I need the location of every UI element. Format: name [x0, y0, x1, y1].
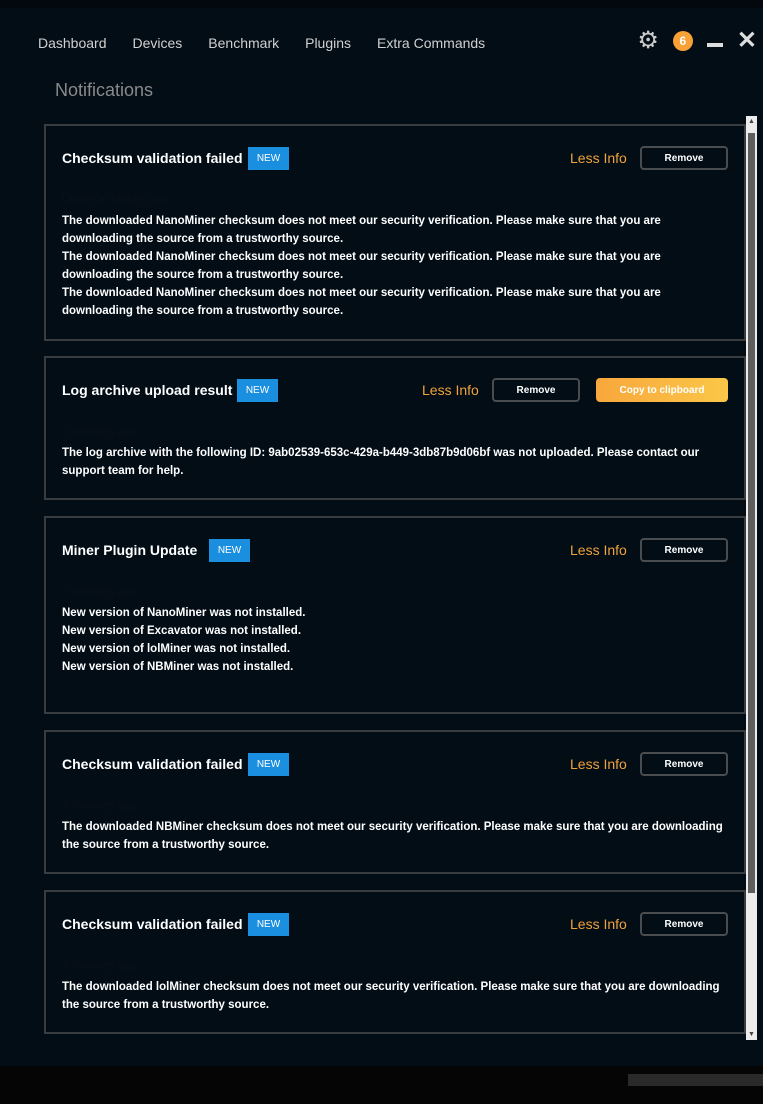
main-nav [38, 35, 511, 51]
notification-title: Checksum validation failed [62, 150, 243, 166]
remove-button[interactable]: Remove [492, 378, 580, 402]
scroll-down-icon[interactable]: ▼ [748, 1031, 755, 1038]
body-line: New version of NanoMiner was not installed. [62, 607, 306, 619]
new-badge: NEW [248, 753, 289, 776]
background-terminal [0, 0, 763, 8]
less-info-link[interactable]: Less Info [570, 542, 627, 558]
scrollbar-thumb[interactable] [748, 133, 755, 893]
app-window [0, 8, 763, 1066]
notification-body [62, 604, 728, 676]
nav-extra-commands[interactable]: Extra Commands [377, 35, 486, 51]
body-line: The downloaded NBMiner checksum does not meet our security verification. Please make sure that you are downloading the source from a trustworthy source. [62, 821, 723, 851]
body-line: The downloaded lolMiner checksum does not meet our security verification. Please make sure that you are downloading the source from a trustworthy source. [62, 981, 720, 1011]
copy-to-clipboard-button[interactable]: Copy to clipboard [596, 378, 728, 402]
notification-title: Checksum validation failed [62, 756, 243, 772]
body-line: The downloaded NanoMiner checksum does not meet our security verification. Please make sure that you are downloading the source from a trustworthy source. [62, 215, 661, 245]
notification-body [62, 818, 728, 854]
body-line: The downloaded NanoMiner checksum does not meet our security verification. Please make sure that you are downloading the source from a trustworthy source. [62, 287, 661, 317]
remove-button[interactable]: Remove [640, 538, 728, 562]
nav-devices[interactable]: Devices [132, 35, 183, 51]
scrollbar[interactable] [746, 116, 757, 1040]
new-badge: NEW [248, 147, 289, 170]
notification-body [62, 978, 728, 1014]
notification-time: 7 minutes ago [62, 798, 138, 812]
notification-card [44, 356, 746, 500]
notification-time: 7 minutes ago [62, 958, 138, 972]
notification-body [62, 444, 728, 480]
body-line: The log archive with the following ID: 9ab02539-653c-429a-b449-3db87b9d06bf was not uploaded. Please contact our support team for help. [62, 447, 700, 477]
new-badge: NEW [248, 913, 289, 936]
body-line: New version of lolMiner was not installed. [62, 643, 291, 655]
less-info-link[interactable]: Less Info [570, 756, 627, 772]
new-badge: NEW [209, 539, 250, 562]
gear-icon[interactable]: ⚙ [637, 27, 659, 54]
less-info-link[interactable]: Less Info [570, 916, 627, 932]
body-line: The downloaded NanoMiner checksum does not meet our security verification. Please make sure that you are downloading the source from a trustworthy source. [62, 251, 661, 281]
less-info-link[interactable]: Less Info [422, 382, 479, 398]
remove-button[interactable]: Remove [640, 146, 728, 170]
body-line: New version of Excavator was not installed. [62, 625, 302, 637]
notification-card [44, 124, 746, 341]
less-info-link[interactable]: Less Info [570, 150, 627, 166]
notification-card [44, 890, 746, 1034]
notification-title: Checksum validation failed [62, 916, 243, 932]
nav-benchmark[interactable]: Benchmark [208, 35, 280, 51]
page-title: Notifications [55, 80, 154, 100]
nav-dashboard[interactable]: Dashboard [38, 35, 107, 51]
remove-button[interactable]: Remove [640, 752, 728, 776]
notification-card [44, 730, 746, 874]
notification-time: 2 minutes ago [62, 424, 138, 438]
notification-time: Under a minute ago [62, 192, 168, 206]
nav-plugins[interactable]: Plugins [305, 35, 352, 51]
minimize-icon[interactable] [707, 43, 723, 47]
notification-title: Miner Plugin Update [62, 542, 198, 558]
new-badge: NEW [237, 379, 278, 402]
close-icon[interactable]: ✕ [736, 27, 757, 54]
notification-body [62, 212, 728, 320]
notification-time: 7 minutes ago [62, 584, 138, 598]
taskbar-fragment [628, 1074, 763, 1086]
remove-button[interactable]: Remove [640, 912, 728, 936]
body-line: New version of NBMiner was not installed. [62, 661, 294, 673]
notification-card [44, 516, 746, 714]
scroll-up-icon[interactable]: ▲ [748, 118, 755, 125]
notification-badge[interactable]: 6 [673, 31, 693, 51]
notification-title: Log archive upload result [62, 382, 233, 398]
